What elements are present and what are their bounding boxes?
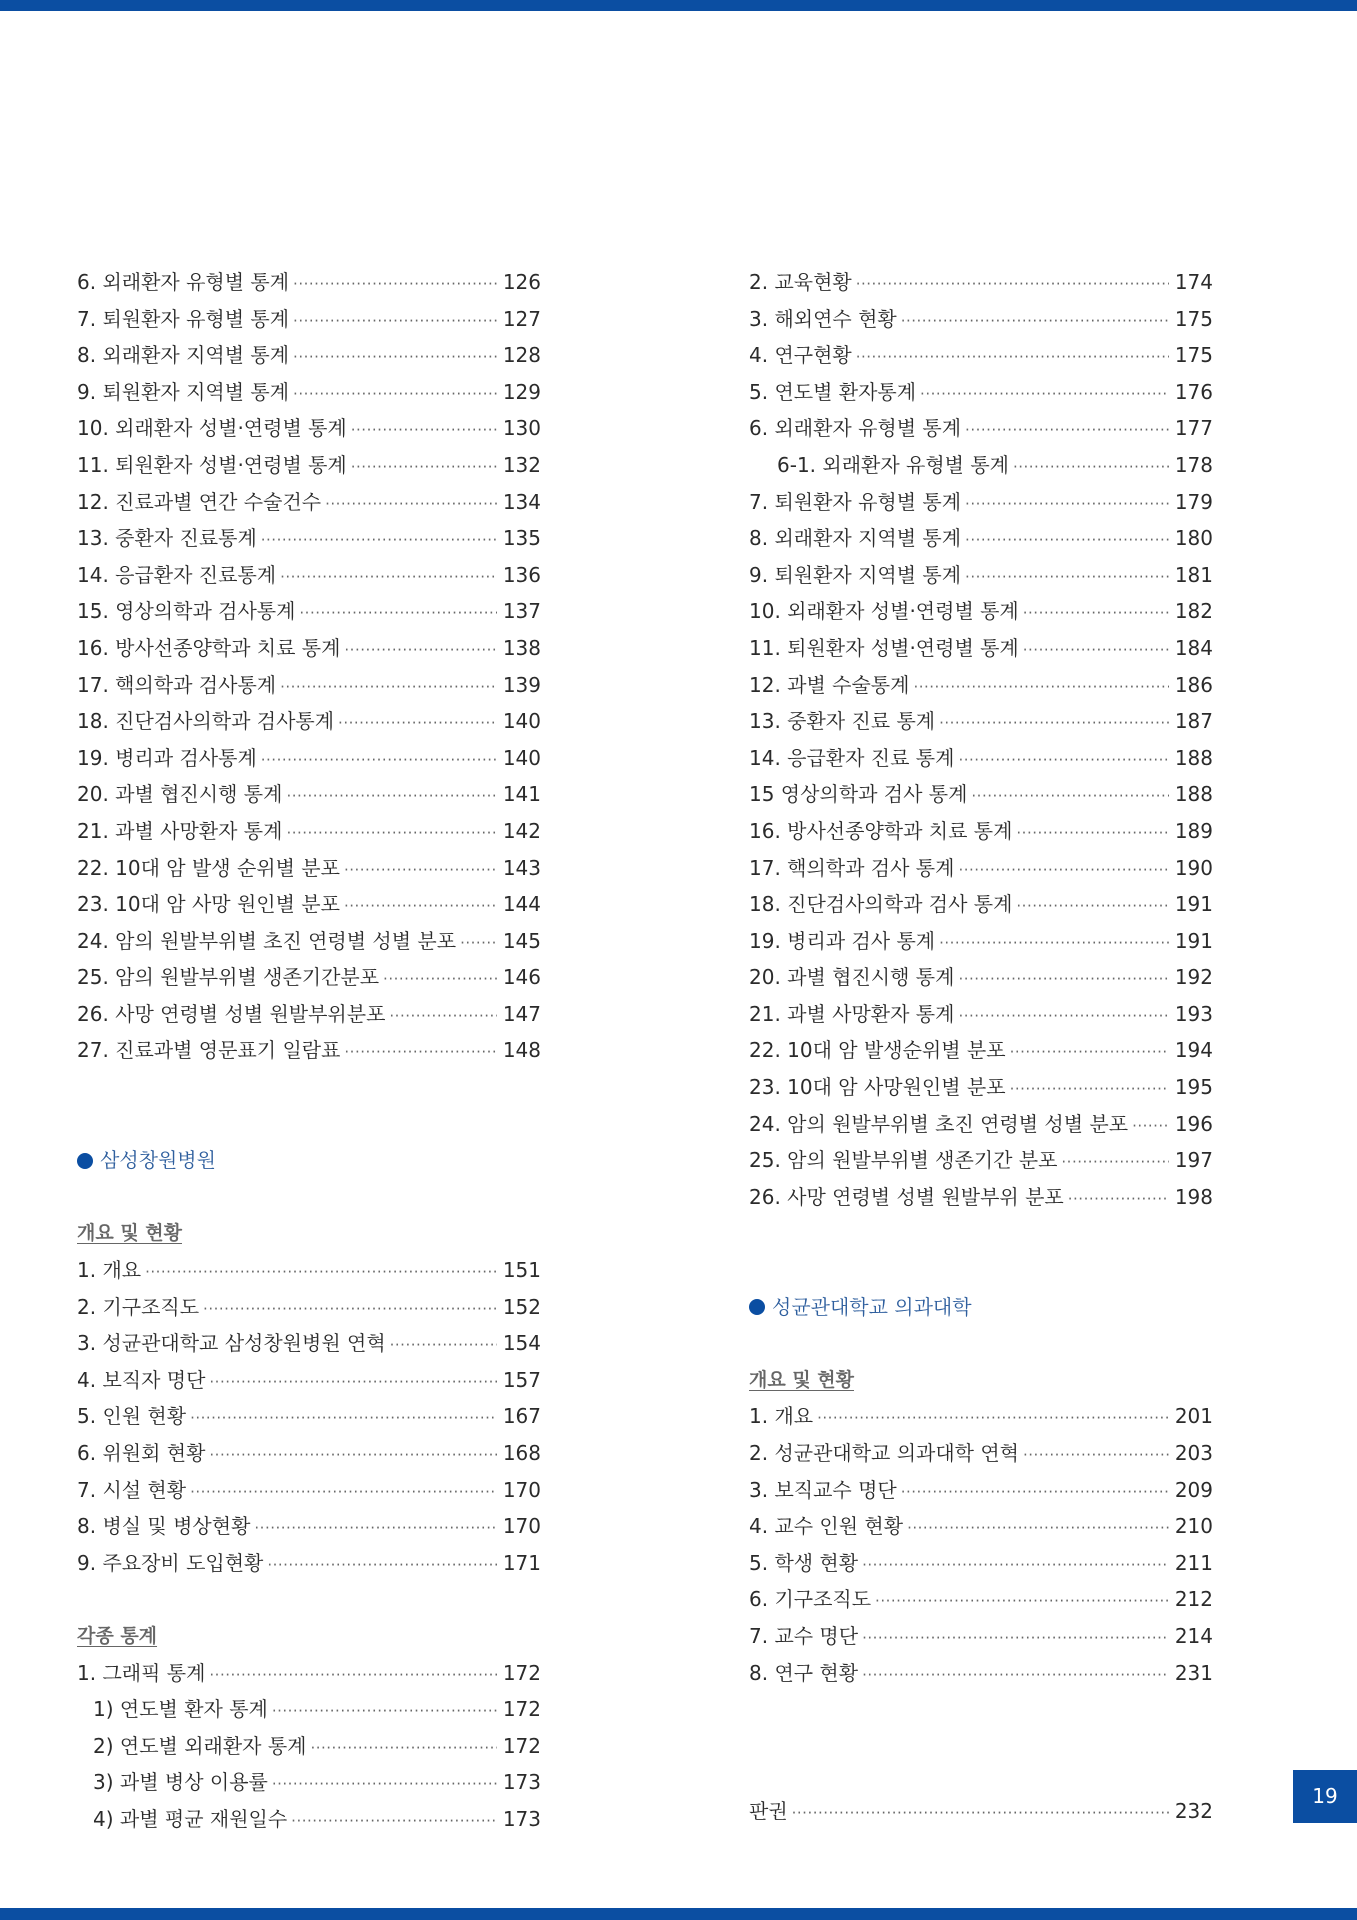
toc-item[interactable]: 5. 학생 현황 ····· 211	[749, 1545, 1213, 1582]
toc-item[interactable]: 5. 연도별 환자통계 ····· 176	[749, 374, 1213, 411]
toc-item[interactable]: 8. 병실 및 병상현황 ····· 170	[77, 1508, 541, 1545]
overview-heading: 개요 및 현황	[749, 1368, 854, 1391]
toc-item[interactable]: 10. 외래환자 성별·연령별 통계 ····· 130	[77, 410, 541, 447]
toc-item[interactable]: 17. 핵의학과 검사통계 ····· 139	[77, 667, 541, 704]
colophon-entry	[749, 1793, 1213, 1830]
toc-item[interactable]: 24. 암의 원발부위별 초진 연령별 성별 분포 ····· 196	[749, 1106, 1213, 1143]
toc-item[interactable]: 4) 과별 평균 재원일수 ····· 173	[77, 1801, 541, 1838]
toc-item[interactable]: 26. 사망 연령별 성별 원발부위 분포 ····· 198	[749, 1179, 1213, 1216]
toc-item[interactable]: 2. 교육현황 ····· 174	[749, 264, 1213, 301]
toc-right-column	[749, 264, 1213, 1691]
toc-item[interactable]: 20. 과별 협진시행 통계 ····· 192	[749, 959, 1213, 996]
toc-item[interactable]: 3. 성균관대학교 삼성창원병원 연혁 ····· 154	[77, 1325, 541, 1362]
toc-item[interactable]: 19. 병리과 검사통계 ····· 140	[77, 740, 541, 777]
toc-item[interactable]: 21. 과별 사망환자 통계 ····· 142	[77, 813, 541, 850]
bullet-dot-icon	[77, 1153, 93, 1169]
toc-item[interactable]: 21. 과별 사망환자 통계 ····· 193	[749, 996, 1213, 1033]
toc-item[interactable]: 10. 외래환자 성별·연령별 통계 ····· 182	[749, 593, 1213, 630]
toc-item[interactable]: 16. 방사선종양학과 치료 통계 ····· 138	[77, 630, 541, 667]
toc-item[interactable]: 24. 암의 원발부위별 초진 연령별 성별 분포 ····· 145	[77, 923, 541, 960]
toc-item[interactable]: 6. 외래환자 유형별 통계 ····· 177	[749, 410, 1213, 447]
bullet-dot-icon	[749, 1299, 765, 1315]
toc-item[interactable]: 6-1. 외래환자 유형별 통계 ····· 178	[749, 447, 1213, 484]
toc-item[interactable]: 1) 연도별 환자 통계 ····· 172	[77, 1691, 541, 1728]
toc-item[interactable]: 9. 퇴원환자 지역별 통계 ····· 129	[77, 374, 541, 411]
toc-item[interactable]: 4. 교수 인원 현황 ····· 210	[749, 1508, 1213, 1545]
section-title-samsung-changwon: 삼성창원병원	[77, 1142, 541, 1179]
toc-list-continued	[77, 264, 541, 1069]
overview-heading: 개요 및 현황	[77, 1222, 182, 1245]
toc-item[interactable]: 16. 방사선종양학과 치료 통계 ····· 189	[749, 813, 1213, 850]
toc-item[interactable]: 7. 퇴원환자 유형별 통계 ····· 179	[749, 484, 1213, 521]
toc-item[interactable]: 2. 성균관대학교 의과대학 연혁 ····· 203	[749, 1435, 1213, 1472]
toc-item[interactable]: 3. 보직교수 명단 ····· 209	[749, 1472, 1213, 1509]
toc-item[interactable]: 22. 10대 암 발생 순위별 분포 ····· 143	[77, 850, 541, 887]
toc-item[interactable]: 8. 외래환자 지역별 통계 ····· 180	[749, 520, 1213, 557]
toc-item[interactable]: 1. 그래픽 통계 ····· 172	[77, 1655, 541, 1692]
toc-item[interactable]: 2. 기구조직도 ····· 152	[77, 1289, 541, 1326]
toc-item[interactable]: 25. 암의 원발부위별 생존기간 분포 ····· 197	[749, 1142, 1213, 1179]
toc-item[interactable]: 12. 과별 수술통계 ····· 186	[749, 667, 1213, 704]
overview-list	[77, 1252, 541, 1581]
toc-item[interactable]: 6. 기구조직도 ····· 212	[749, 1581, 1213, 1618]
toc-item[interactable]: 19. 병리과 검사 통계 ····· 191	[749, 923, 1213, 960]
toc-item[interactable]: 5. 인원 현황 ····· 167	[77, 1398, 541, 1435]
toc-item[interactable]: 27. 진료과별 영문표기 일람표 ····· 148	[77, 1032, 541, 1069]
page-number-badge: 19	[1293, 1770, 1357, 1823]
toc-item[interactable]: 11. 퇴원환자 성별·연령별 통계 ····· 132	[77, 447, 541, 484]
toc-item[interactable]: 13. 중환자 진료 통계 ····· 187	[749, 703, 1213, 740]
toc-item[interactable]: 판권 ····· 232	[749, 1793, 1213, 1830]
toc-item[interactable]: 23. 10대 암 사망 원인별 분포 ····· 144	[77, 886, 541, 923]
toc-item[interactable]: 6. 외래환자 유형별 통계 ····· 126	[77, 264, 541, 301]
toc-item[interactable]: 15 영상의학과 검사 통계 ····· 188	[749, 776, 1213, 813]
toc-item[interactable]: 9. 주요장비 도입현황 ····· 171	[77, 1545, 541, 1582]
toc-left-column	[77, 264, 541, 1838]
toc-item[interactable]: 25. 암의 원발부위별 생존기간분포 ····· 146	[77, 959, 541, 996]
bottom-accent-bar	[0, 1908, 1357, 1920]
toc-item[interactable]: 6. 위원회 현황 ····· 168	[77, 1435, 541, 1472]
toc-item[interactable]: 8. 연구 현황 ····· 231	[749, 1655, 1213, 1692]
toc-item[interactable]: 3. 해외연수 현황 ····· 175	[749, 301, 1213, 338]
toc-item[interactable]: 7. 교수 명단 ····· 214	[749, 1618, 1213, 1655]
toc-item[interactable]: 14. 응급환자 진료통계 ····· 136	[77, 557, 541, 594]
toc-item[interactable]: 22. 10대 암 발생순위별 분포 ····· 194	[749, 1032, 1213, 1069]
toc-item[interactable]: 11. 퇴원환자 성별·연령별 통계 ····· 184	[749, 630, 1213, 667]
toc-item[interactable]: 17. 핵의학과 검사 통계 ····· 190	[749, 850, 1213, 887]
toc-item[interactable]: 23. 10대 암 사망원인별 분포 ····· 195	[749, 1069, 1213, 1106]
toc-item[interactable]: 3) 과별 병상 이용률 ····· 173	[77, 1764, 541, 1801]
toc-item[interactable]: 14. 응급환자 진료 통계 ····· 188	[749, 740, 1213, 777]
stats-list	[77, 1655, 541, 1838]
toc-list-continued	[749, 264, 1213, 1215]
section-title-medical-school: 성균관대학교 의과대학	[749, 1289, 1213, 1326]
stats-heading: 각종 통계	[77, 1624, 158, 1647]
toc-item[interactable]: 15. 영상의학과 검사통계 ····· 137	[77, 593, 541, 630]
toc-item[interactable]: 4. 연구현황 ····· 175	[749, 337, 1213, 374]
top-accent-bar	[0, 0, 1357, 11]
toc-item[interactable]: 9. 퇴원환자 지역별 통계 ····· 181	[749, 557, 1213, 594]
toc-item[interactable]: 20. 과별 협진시행 통계 ····· 141	[77, 776, 541, 813]
toc-item[interactable]: 13. 중환자 진료통계 ····· 135	[77, 520, 541, 557]
toc-item[interactable]: 18. 진단검사의학과 검사통계 ····· 140	[77, 703, 541, 740]
toc-item[interactable]: 7. 퇴원환자 유형별 통계 ····· 127	[77, 301, 541, 338]
toc-item[interactable]: 7. 시설 현황 ····· 170	[77, 1472, 541, 1509]
toc-item[interactable]: 26. 사망 연령별 성별 원발부위분포 ····· 147	[77, 996, 541, 1033]
toc-item[interactable]: 1. 개요 ····· 151	[77, 1252, 541, 1289]
overview-list	[749, 1398, 1213, 1691]
toc-item[interactable]: 1. 개요 ····· 201	[749, 1398, 1213, 1435]
toc-item[interactable]: 4. 보직자 명단 ····· 157	[77, 1362, 541, 1399]
toc-item[interactable]: 18. 진단검사의학과 검사 통계 ····· 191	[749, 886, 1213, 923]
toc-item[interactable]: 8. 외래환자 지역별 통계 ····· 128	[77, 337, 541, 374]
toc-item[interactable]: 2) 연도별 외래환자 통계 ····· 172	[77, 1728, 541, 1765]
toc-item[interactable]: 12. 진료과별 연간 수술건수 ····· 134	[77, 484, 541, 521]
